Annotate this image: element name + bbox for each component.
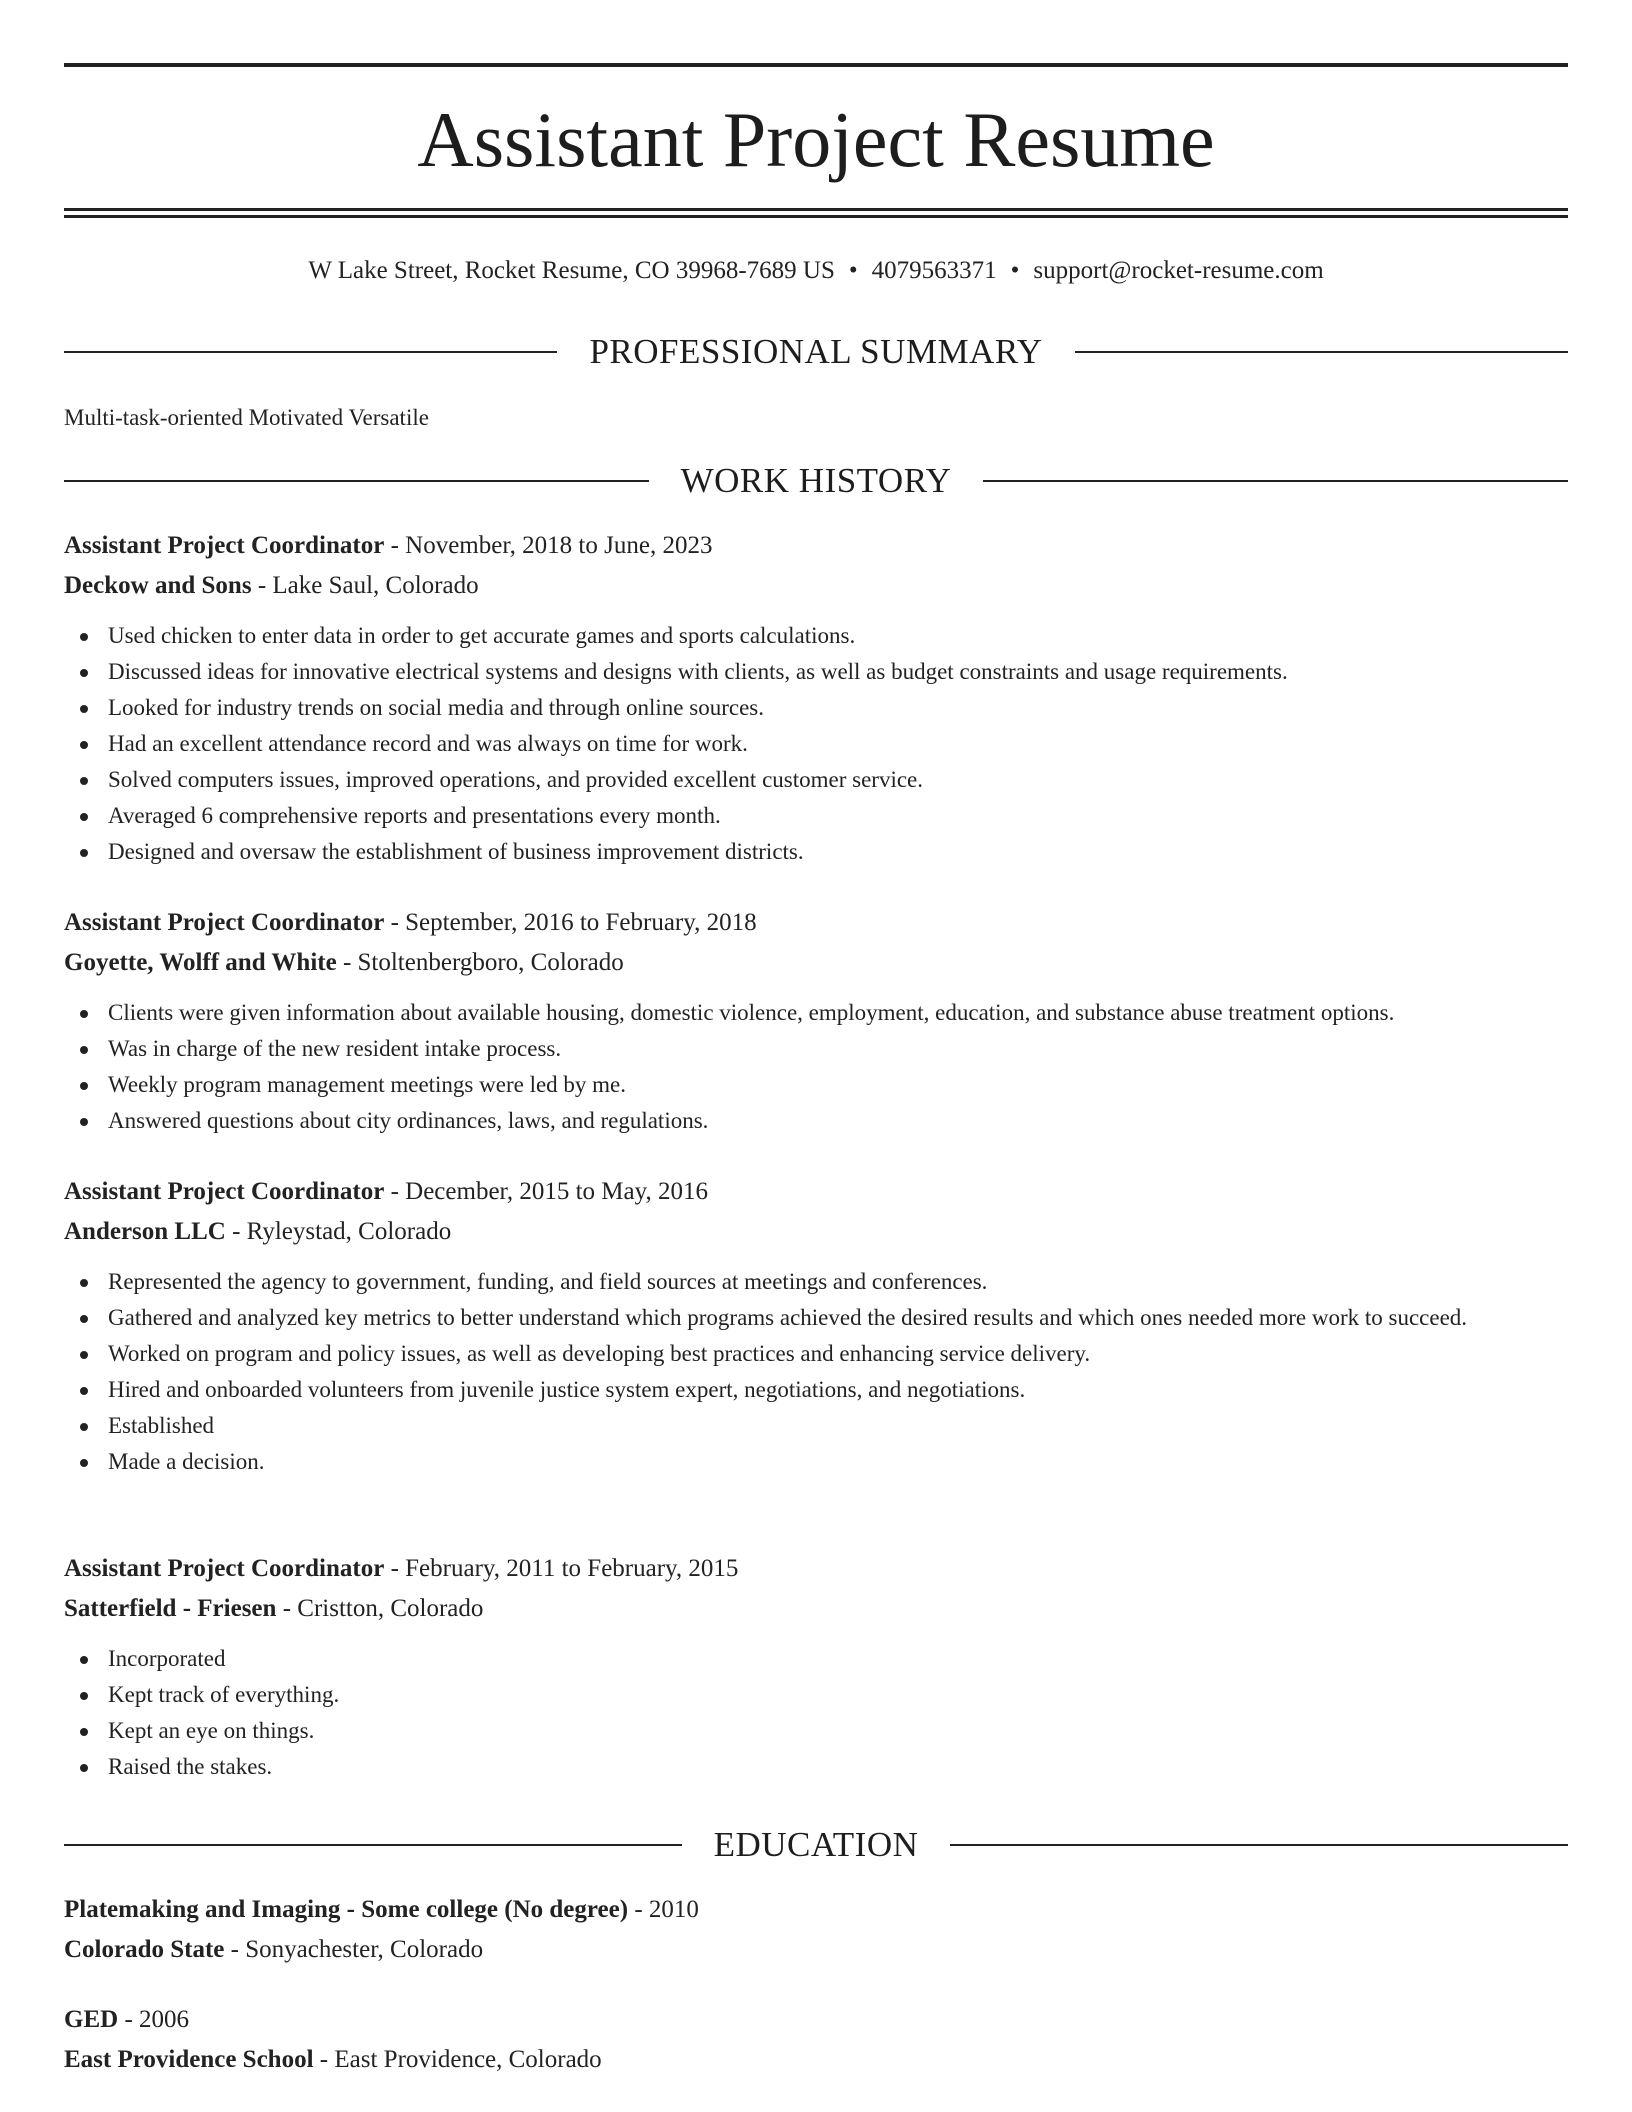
education-entry — [64, 2000, 1568, 2080]
job-entry — [64, 903, 1568, 1139]
duty-item: Looked for industry trends on social media and through online sources. — [64, 690, 1568, 726]
section-title: EDUCATION — [713, 1825, 919, 1864]
education-degree-line: Platemaking and Imaging - Some college (No degree) - 2010 — [64, 1896, 699, 1923]
duty-item: Gathered and analyzed key metrics to better understand which programs achieved the desired results and which ones needed more work to succeed. — [64, 1300, 1568, 1336]
job-dates: December, 2015 to May, 2016 — [405, 1178, 709, 1205]
job-title: Assistant Project Coordinator — [64, 909, 385, 936]
job-duties — [64, 1641, 1568, 1785]
duty-item: Solved computers issues, improved operations, and provided excellent customer service. — [64, 762, 1568, 798]
job-title-line: Assistant Project Coordinator - November, 2018 to June, 2023 — [64, 532, 713, 559]
job-title-line: Assistant Project Coordinator - December, 2015 to May, 2016 — [64, 1178, 709, 1205]
section-header-summary — [64, 330, 1568, 374]
duty-item: Had an excellent attendance record and was always on time for work. — [64, 726, 1568, 762]
duty-item: Clients were given information about available housing, domestic violence, employment, education, and substance abuse treatment options. — [64, 995, 1568, 1031]
duty-item: Discussed ideas for innovative electrical systems and designs with clients, as well as budget constraints and usage requirements. — [64, 654, 1568, 690]
job-dates: September, 2016 to February, 2018 — [405, 909, 757, 936]
job-dates: November, 2018 to June, 2023 — [405, 532, 713, 559]
duty-item: Kept track of everything. — [64, 1677, 1568, 1713]
duty-item: Answered questions about city ordinances, laws, and regulations. — [64, 1103, 1568, 1139]
job-location: Ryleystad, Colorado — [246, 1218, 452, 1245]
job-location: Cristton, Colorado — [297, 1595, 484, 1622]
job-entry — [64, 1172, 1568, 1480]
job-company-line: Satterfield - Friesen - Cristton, Colorado — [64, 1595, 484, 1622]
job-duties — [64, 618, 1568, 870]
section-title: WORK HISTORY — [680, 461, 952, 500]
top-rule — [64, 63, 1568, 67]
job-dates: February, 2011 to February, 2015 — [405, 1555, 739, 1582]
job-company-line: Anderson LLC - Ryleystad, Colorado — [64, 1218, 452, 1245]
contact-separator: • — [1010, 257, 1020, 284]
job-company: Satterfield - Friesen — [64, 1595, 277, 1622]
job-duties — [64, 995, 1568, 1139]
title-rule-lower — [64, 215, 1568, 218]
education-year: 2010 — [648, 1896, 699, 1923]
duty-item: Made a decision. — [64, 1444, 1568, 1480]
title-rule-upper — [64, 208, 1568, 211]
education-school: East Providence School — [64, 2046, 314, 2073]
education-school-line: East Providence School - East Providence, Colorado — [64, 2046, 602, 2073]
duty-item: Represented the agency to government, funding, and field sources at meetings and conferences. — [64, 1264, 1568, 1300]
education-school-line: Colorado State - Sonyachester, Colorado — [64, 1936, 484, 1963]
job-duties — [64, 1264, 1568, 1480]
job-company: Goyette, Wolff and White — [64, 949, 337, 976]
resume-title: Assistant Project Resume — [417, 96, 1215, 183]
education-location: East Providence, Colorado — [334, 2046, 602, 2073]
duty-item: Was in charge of the new resident intake process. — [64, 1031, 1568, 1067]
duty-item: Averaged 6 comprehensive reports and presentations every month. — [64, 798, 1568, 834]
education-location: Sonyachester, Colorado — [245, 1936, 484, 1963]
summary-text: Multi-task-oriented Motivated Versatile — [64, 405, 429, 430]
section-rule — [64, 480, 649, 482]
duty-item: Weekly program management meetings were led by me. — [64, 1067, 1568, 1103]
job-company-line: Deckow and Sons - Lake Saul, Colorado — [64, 572, 479, 599]
job-title-line: Assistant Project Coordinator - February, 2011 to February, 2015 — [64, 1555, 739, 1582]
section-rule — [64, 1844, 682, 1846]
section-header-work-history — [64, 459, 1568, 503]
job-company: Deckow and Sons — [64, 572, 252, 599]
job-company: Anderson LLC — [64, 1218, 226, 1245]
contact-phone: 4079563371 — [871, 257, 997, 284]
contact-separator: • — [848, 257, 858, 284]
duty-item: Incorporated — [64, 1641, 1568, 1677]
education-entry — [64, 1890, 1568, 1970]
contact-email: support@rocket-resume.com — [1033, 257, 1324, 284]
job-entry — [64, 1549, 1568, 1785]
job-title: Assistant Project Coordinator — [64, 1178, 385, 1205]
duty-item: Worked on program and policy issues, as well as developing best practices and enhancing service delivery. — [64, 1336, 1568, 1372]
section-title: PROFESSIONAL SUMMARY — [589, 332, 1043, 371]
job-company-line: Goyette, Wolff and White - Stoltenbergboro, Colorado — [64, 949, 624, 976]
section-rule — [64, 351, 557, 353]
job-title: Assistant Project Coordinator — [64, 1555, 385, 1582]
contact-line — [64, 255, 1568, 287]
education-degree: Platemaking and Imaging - Some college (No degree) — [64, 1896, 629, 1923]
contact-address: W Lake Street, Rocket Resume, CO 39968-7689 US — [308, 257, 835, 284]
duty-item: Kept an eye on things. — [64, 1713, 1568, 1749]
section-rule — [950, 1844, 1568, 1846]
job-location: Stoltenbergboro, Colorado — [357, 949, 624, 976]
job-title: Assistant Project Coordinator — [64, 532, 385, 559]
section-rule — [983, 480, 1568, 482]
job-entry — [64, 526, 1568, 870]
education-degree: GED — [64, 2006, 119, 2033]
education-school: Colorado State — [64, 1936, 225, 1963]
section-rule — [1075, 351, 1568, 353]
duty-item: Used chicken to enter data in order to get accurate games and sports calculations. — [64, 618, 1568, 654]
duty-item: Hired and onboarded volunteers from juvenile justice system expert, negotiations, and negotiations. — [64, 1372, 1568, 1408]
duty-item: Raised the stakes. — [64, 1749, 1568, 1785]
job-title-line: Assistant Project Coordinator - September, 2016 to February, 2018 — [64, 909, 757, 936]
education-degree-line: GED - 2006 — [64, 2006, 190, 2033]
section-header-education — [64, 1823, 1568, 1867]
education-year: 2006 — [139, 2006, 190, 2033]
duty-item: Established — [64, 1408, 1568, 1444]
duty-item: Designed and oversaw the establishment of business improvement districts. — [64, 834, 1568, 870]
job-location: Lake Saul, Colorado — [272, 572, 479, 599]
